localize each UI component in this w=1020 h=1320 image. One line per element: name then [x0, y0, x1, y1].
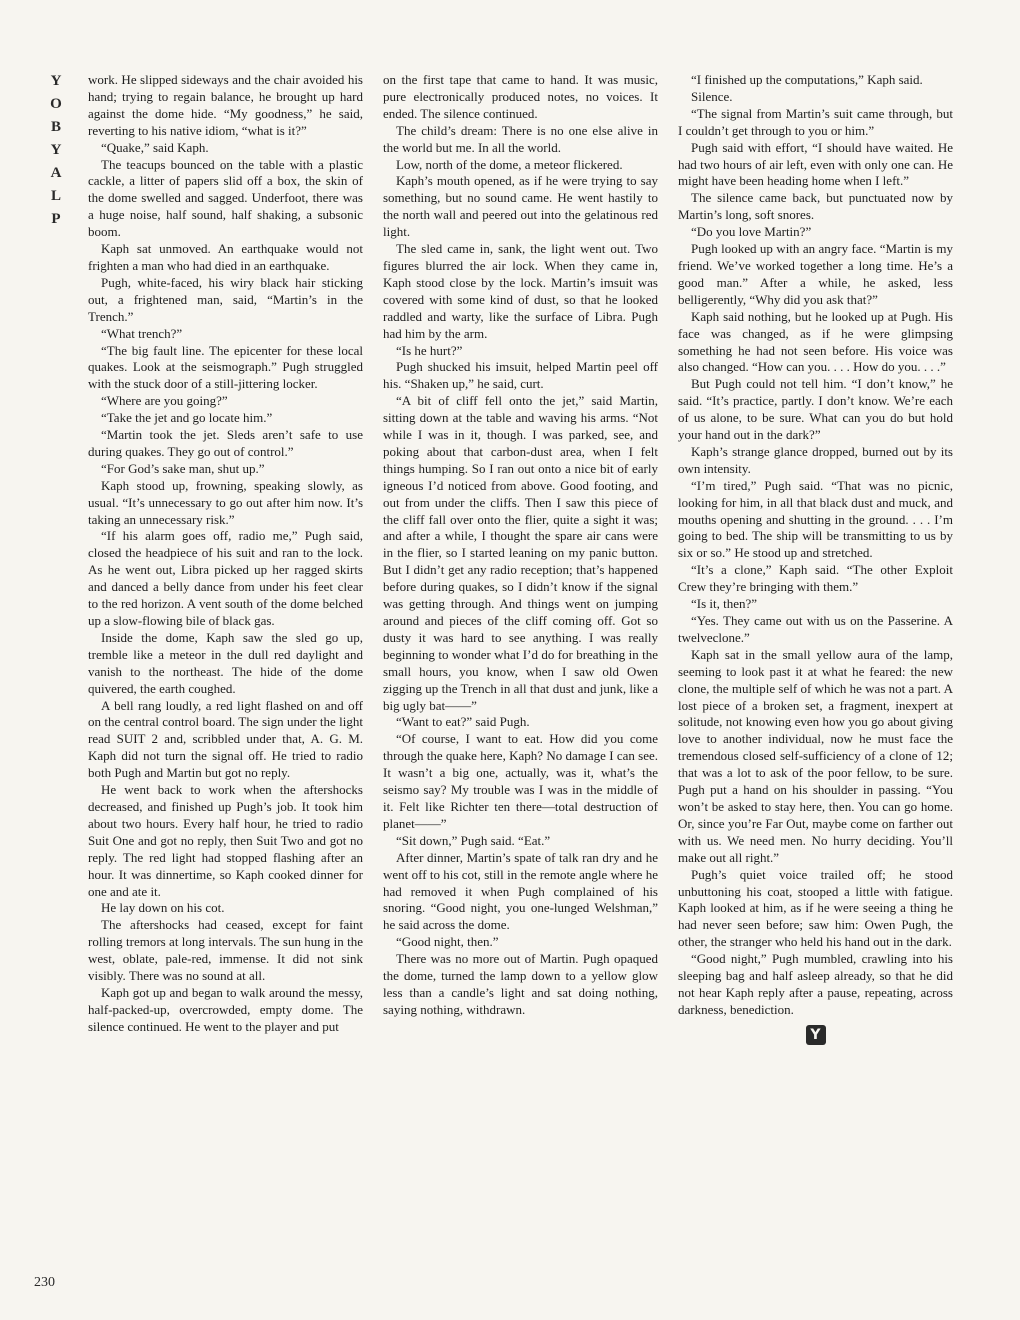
paragraph: “Is he hurt?”: [396, 342, 463, 358]
magazine-letter: L: [50, 188, 61, 204]
paragraph: He lay down on his cot.: [101, 900, 225, 916]
magazine-name-vertical: [44, 70, 68, 230]
magazine-letter: O: [50, 96, 62, 112]
paragraph: “Is it, then?”: [691, 596, 758, 612]
paragraph: Pugh said with effort, “I should have waited. He had two hours of air left, even with only one can. He might have been heading home when I left.”: [678, 139, 953, 189]
paragraph: “I’m tired,” Pugh said. “That was no picnic, looking for him, in all that black dust and muck, and mouths opening and shutting in the ground. . . . I’m going to bed. The ship will be transmitting to us by six or so.” He stood up and stretched.: [678, 477, 953, 561]
paragraph: “Martin took the jet. Sleds aren’t safe to use during quakes. They go out of control.”: [88, 427, 363, 459]
paragraph: Kaph’s strange glance dropped, burned out by its own intensity.: [678, 443, 953, 476]
page-number: 230: [34, 1275, 55, 1290]
paragraph: A bell rang loudly, a red light flashed on and off on the central control board. The sign under the light read SUIT 2 and, scribbled under that, A. G. M. Kaph did not turn the signal off. He tried to radio both Pugh and Martin but got no reply.: [88, 697, 363, 781]
paragraph: Silence.: [691, 88, 733, 104]
paragraph: The sled came in, sank, the light went out. Two figures blurred the air lock. When they came in, Kaph stood close by the lock. Martin’s imsuit was covered with some kind of dust, so that he looked raddled and warty, like the surface of Libra. Pugh had him by the arm.: [383, 241, 658, 341]
paragraph: He went back to work when the aftershocks decreased, and finished up Pugh’s job. It took him about two hours. Every half hour, he tried to radio Suit One and got no reply, then Suit Two and got no reply. The red light had stopped flashing after an hour. It was dinnertime, so Kaph cooked dinner for one and ate it.: [88, 782, 363, 899]
paragraph: The child’s dream: There is no one else alive in the world but me. In all the world.: [383, 122, 658, 155]
paragraph: “Do you love Martin?”: [691, 224, 812, 240]
magazine-letter: Y: [50, 73, 62, 89]
paragraph: There was no more out of Martin. Pugh opaqued the dome, turned the lamp down to a yellow glow less than a candle’s light and sat doing nothing, saying nothing, withdrawn.: [383, 951, 658, 1017]
paragraph: Pugh’s quiet voice trailed off; he stood unbuttoning his coat, stooped a little with fatigue. Kaph looked at him, as if he were seeing a thing he had never seen before; saw him: Owen Pugh, the other, the stranger who held his hand out in the dark.: [678, 866, 953, 950]
magazine-letter: A: [50, 165, 62, 181]
text-column-1: [88, 72, 363, 1036]
paragraph: Kaph said nothing, but he looked up at Pugh. His face was changed, as if he were glimpsing something he had not seen before. His voice was also changed. “How can you. . . . How do you. . . .”: [678, 308, 953, 375]
paragraph: work. He slipped sideways and the chair avoided his hand; trying to regain balance, he brought up hard against the dome hide. “My goodness,” he said, reverting to his native idiom, “what is it?”: [88, 72, 363, 138]
paragraph: on the first tape that came to hand. It was music, pure electronically produced notes, no voices. It ended. The silence continued.: [383, 72, 658, 121]
paragraph: “A bit of cliff fell onto the jet,” said Martin, sitting down at the table and waving his arms. “Not while I was in it, though. I was parked, see, and poking about that carbon-dust area, when I felt things humping. So I ran out onto a nice bit of early igneous I’d noticed from above. Good footing, and out from under the cliffs. Then I saw this piece of the cliff fall over onto the flier, quite a sight it was; and after a while, I thought the spare air cans were in the flier, so I started leaning on my panic button. But I didn’t get any radio reception; that’s happened before during quakes, so I didn’t know if the signal was getting through. And things went on jumping around and pieces of the cliff coming off. Got so dusty it was hard to see anything. I was really beginning to wonder what I’d do for breathing in the small hours, you know, when I saw old Owen zigging up the Trench in all that dust and junk, like a big ugly bat——”: [383, 393, 658, 713]
paragraph: “Good night, then.”: [396, 934, 499, 950]
paragraph: “For God’s sake man, shut up.”: [101, 460, 265, 476]
paragraph: Pugh, white-faced, his wiry black hair sticking out, a frightened man, said, “Martin’s in the Trench.”: [88, 274, 363, 324]
text-column-2: [383, 72, 658, 1019]
paragraph: But Pugh could not tell him. “I don’t know,” he said. “It’s practice, partly. I don’t know. We’re each of us alone, to be sure. What can you do but hold your hand out in the dark?”: [678, 376, 953, 443]
paragraph: “It’s a clone,” Kaph said. “The other Exploit Crew they’re bringing with them.”: [678, 562, 953, 595]
paragraph: Pugh looked up with an angry face. “Martin is my friend. We’ve worked together a long time. He’s a good man.” After a while, he asked, less belligerently, “Why did you ask that?”: [678, 241, 953, 307]
paragraph: “The big fault line. The epicenter for these local quakes. Look at the seismograph.” Pugh struggled with the stuck door of a still-jittering locker.: [88, 342, 363, 392]
end-mark-icon: Y: [806, 1025, 826, 1045]
paragraph: The silence came back, but punctuated now by Martin’s long, soft snores.: [678, 190, 953, 223]
paragraph: “Yes. They came out with us on the Passerine. A twelveclone.”: [678, 613, 953, 645]
paragraph: Kaph sat unmoved. An earthquake would not frighten a man who had died in an earthquake.: [88, 241, 363, 273]
paragraph: The aftershocks had ceased, except for faint rolling tremors at long intervals. The sun hung in the west, oblate, pale-red, immense. It did not sink visibly. There was no sound at all.: [88, 917, 363, 984]
paragraph: “Take the jet and go locate him.”: [101, 410, 273, 426]
paragraph: Low, north of the dome, a meteor flickered.: [396, 156, 623, 172]
paragraph: Kaph sat in the small yellow aura of the lamp, seeming to look past it at what he feared: the new clone, the multiple self of which he was not a part. A lost piece of a broken set, a fragment, inexpert at solitude, not knowing even how you go about giving love to another individual, now he must face the tremendous closed self-sufficiency of a clone of 12; that was a lot to ask of the poor fellow, to be sure. Pugh put a hand on his shoulder in passing. “You won’t be asked to stay here, then. You can go home. Or, since you’re Far Out, maybe come on farther out with us. We need men. No hurry deciding. You’ll make out all right.”: [678, 646, 953, 865]
paragraph: Pugh shucked his imsuit, helped Martin peel off his. “Shaken up,” he said, curt.: [383, 359, 658, 392]
paragraph: “Sit down,” Pugh said. “Eat.”: [396, 832, 551, 848]
paragraph: “I finished up the computations,” Kaph said.: [691, 72, 923, 87]
paragraph: “Where are you going?”: [101, 393, 228, 409]
paragraph: “Good night,” Pugh mumbled, crawling into his sleeping bag and half asleep already, so that he did not hear Kaph reply after a pause, repeating, across darkness, benediction.: [678, 951, 953, 1017]
paragraph: Inside the dome, Kaph saw the sled go up, tremble like a meteor in the dull red daylight and vanish to the northeast. The hide of the dome quivered, the earth coughed.: [88, 629, 363, 696]
magazine-letter: Y: [50, 142, 62, 158]
paragraph: “Want to eat?” said Pugh.: [396, 714, 530, 730]
paragraph: “What trench?”: [101, 325, 183, 341]
paragraph: The teacups bounced on the table with a plastic cackle, a litter of papers slid off a box, the skin of the dome swelled and sagged. Underfoot, there was a huge noise, half sound, half shaking, a subsonic boom.: [88, 156, 363, 240]
magazine-letter: B: [50, 119, 61, 135]
paragraph: “If his alarm goes off, radio me,” Pugh said, closed the headpiece of his suit and ran to the lock. As he went out, Libra picked up her ragged skirts and danced a belly dance from under his feet clear to the red horizon. A vent south of the dome belched up a slow-flowing bile of black gas.: [88, 528, 363, 628]
paragraph: Kaph stood up, frowning, speaking slowly, as usual. “It’s unnecessary to go out after him now. It’s taking an unnecessary risk.”: [88, 477, 363, 527]
paragraph: Kaph’s mouth opened, as if he were trying to say something, but no sound came. He went hastily to the north wall and peered out into the gelatinous red light.: [383, 173, 658, 240]
text-column-3: [678, 72, 953, 1045]
paragraph: Kaph got up and began to walk around the messy, half-packed-up, overcrowded, empty dome. The silence continued. He went to the player and put: [88, 984, 363, 1034]
magazine-letter: P: [51, 211, 61, 227]
paragraph: “The signal from Martin’s suit came through, but I couldn’t get through to you or him.”: [678, 105, 953, 138]
paragraph: “Of course, I want to eat. How did you come through the quake here, Kaph? No damage I can see. It wasn’t a big one, actually, was it, what’s the seismo say? My trouble was I was in the middle of it. Felt like Richter ten there—total destruction of planet——”: [383, 731, 658, 831]
paragraph: “Quake,” said Kaph.: [101, 139, 209, 155]
paragraph: After dinner, Martin’s spate of talk ran dry and he went off to his cot, still in the remote angle where he had removed it when Pugh complained of his snoring. “Good night, you one-lunged Welshman,” he said across the dome.: [383, 849, 658, 933]
